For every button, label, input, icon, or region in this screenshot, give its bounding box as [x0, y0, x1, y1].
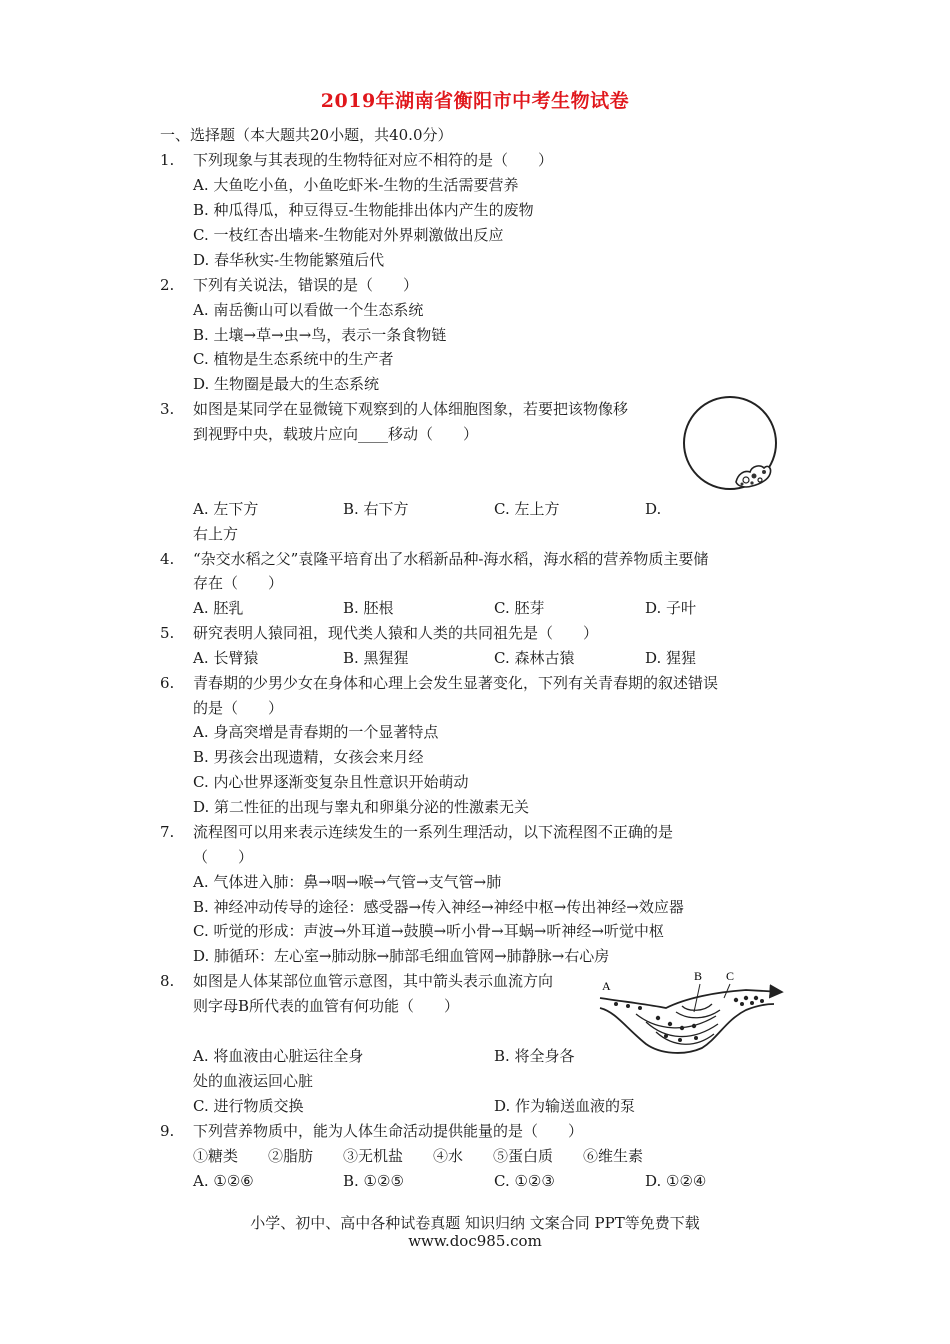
option-a: A. 胚乳	[193, 599, 244, 617]
option-d: D. 猩猩	[645, 649, 697, 667]
option-a: A. 将血液由心脏运往全身	[193, 1047, 364, 1065]
microscope-field-figure	[680, 394, 784, 494]
question-stem: “杂交水稻之父”袁隆平培育出了水稻新品种-海水稻，海水稻的营养物质主要储	[193, 550, 709, 568]
option-a: A. ①②⑥	[193, 1172, 254, 1190]
question-stem: 如图是人体某部位血管示意图，其中箭头表示血流方向	[193, 972, 554, 990]
option-a: A. 气体进入肺：鼻→咽→喉→气管→支气管→肺	[193, 873, 502, 891]
option-b: B. 黑猩猩	[343, 649, 409, 667]
question-stem: 的是（ ）	[193, 699, 284, 717]
option-a: A. 南岳衡山可以看做一个生态系统	[193, 301, 424, 319]
question-stem: 则字母B所代表的血管有何功能（ ）	[193, 997, 460, 1015]
question-number: 9.	[160, 1122, 175, 1140]
option-c: C. 内心世界逐渐变复杂且性意识开始萌动	[193, 773, 469, 791]
figure-label-c: C	[726, 969, 735, 983]
option-d: D. 生物圈是最大的生态系统	[193, 375, 380, 393]
question-number: 3.	[160, 400, 175, 418]
option-a: A. 左下方	[193, 500, 259, 518]
option-d: D. ①②④	[645, 1172, 707, 1190]
option-c: C. ①②③	[494, 1172, 555, 1190]
option-b: B. ①②⑤	[343, 1172, 404, 1190]
option-d-text: 右上方	[193, 525, 239, 543]
question-number: 1.	[160, 151, 175, 169]
question-stem: 存在（ ）	[193, 574, 284, 592]
footer-text: 小学、初中、高中各种试卷真题 知识归纳 文案合同 PPT等免费下载	[250, 1214, 700, 1232]
question-number: 6.	[160, 674, 175, 692]
option-c: C. 森林古猿	[494, 649, 575, 667]
figure-label-b: B	[694, 969, 703, 983]
option-b: B. 土壤→草→虫→鸟，表示一条食物链	[193, 326, 447, 344]
option-d: D. 春华秋实-生物能繁殖后代	[193, 251, 385, 269]
question-stem: 下列有关说法，错误的是（ ）	[193, 276, 419, 294]
option-a: A. 身高突增是青春期的一个显著特点	[193, 723, 439, 741]
option-c: C. 胚芽	[494, 599, 545, 617]
option-c: C. 植物是生态系统中的生产者	[193, 350, 394, 368]
question-stem: 青春期的少男少女在身体和心理上会发生显著变化，下列有关青春期的叙述错误	[193, 674, 719, 692]
option-b: B. 神经冲动传导的途径：感受器→传入神经→神经中枢→传出神经→效应器	[193, 898, 684, 916]
option-c: C. 一枝红杏出墙来-生物能对外界刺激做出反应	[193, 226, 504, 244]
option-c: C. 听觉的形成：声波→外耳道→鼓膜→听小骨→耳蜗→听神经→听觉中枢	[193, 922, 664, 940]
option-c: C. 进行物质交换	[193, 1097, 304, 1115]
figure-label-a: A	[602, 979, 611, 993]
question-items: ①糖类 ②脂肪 ③无机盐 ④水 ⑤蛋白质 ⑥维生素	[193, 1147, 644, 1165]
question-stem: 研究表明人猿同祖，现代类人猿和人类的共同祖先是（ ）	[193, 624, 599, 642]
option-b: B. 男孩会出现遗精，女孩会来月经	[193, 748, 424, 766]
question-stem: 到视野中央，载玻片应向____移动（ ）	[193, 425, 479, 443]
option-d: D.	[645, 500, 662, 518]
question-number: 7.	[160, 823, 175, 841]
option-b: B. 胚根	[343, 599, 394, 617]
question-number: 8.	[160, 972, 175, 990]
option-d: D. 子叶	[645, 599, 697, 617]
option-a: A. 大鱼吃小鱼，小鱼吃虾米-生物的生活需要营养	[193, 176, 519, 194]
question-number: 4.	[160, 550, 175, 568]
option-d: D. 作为输送血液的泵	[494, 1097, 636, 1115]
question-stem: 如图是某同学在显微镜下观察到的人体细胞图象，若要把该物像移	[193, 400, 629, 418]
question-stem: 下列营养物质中，能为人体生命活动提供能量的是（ ）	[193, 1122, 584, 1140]
question-number: 2.	[160, 276, 175, 294]
option-b: B. 右下方	[343, 500, 409, 518]
question-stem: （ ）	[193, 848, 254, 866]
blood-vessel-figure	[596, 968, 786, 1060]
footer-url[interactable]: www.doc985.com	[408, 1232, 542, 1250]
option-d: D. 第二性征的出现与睾丸和卵巢分泌的性激素无关	[193, 798, 530, 816]
question-stem: 下列现象与其表现的生物特征对应不相符的是（ ）	[193, 151, 554, 169]
page-title: 2019年湖南省衡阳市中考生物试卷	[320, 90, 630, 112]
option-b: B. 将全身各	[494, 1047, 575, 1065]
question-number: 5.	[160, 624, 175, 642]
option-c: C. 左上方	[494, 500, 560, 518]
option-b-continued: 处的血液运回心脏	[193, 1072, 314, 1090]
question-stem: 流程图可以用来表示连续发生的一系列生理活动，以下流程图不正确的是	[193, 823, 674, 841]
option-d: D. 肺循环：左心室→肺动脉→肺部毛细血管网→肺静脉→右心房	[193, 947, 610, 965]
section-heading: 一、选择题（本大题共20小题，共40.0分）	[160, 126, 453, 144]
option-a: A. 长臂猿	[193, 649, 259, 667]
option-b: B. 种瓜得瓜，种豆得豆-生物能排出体内产生的废物	[193, 201, 534, 219]
